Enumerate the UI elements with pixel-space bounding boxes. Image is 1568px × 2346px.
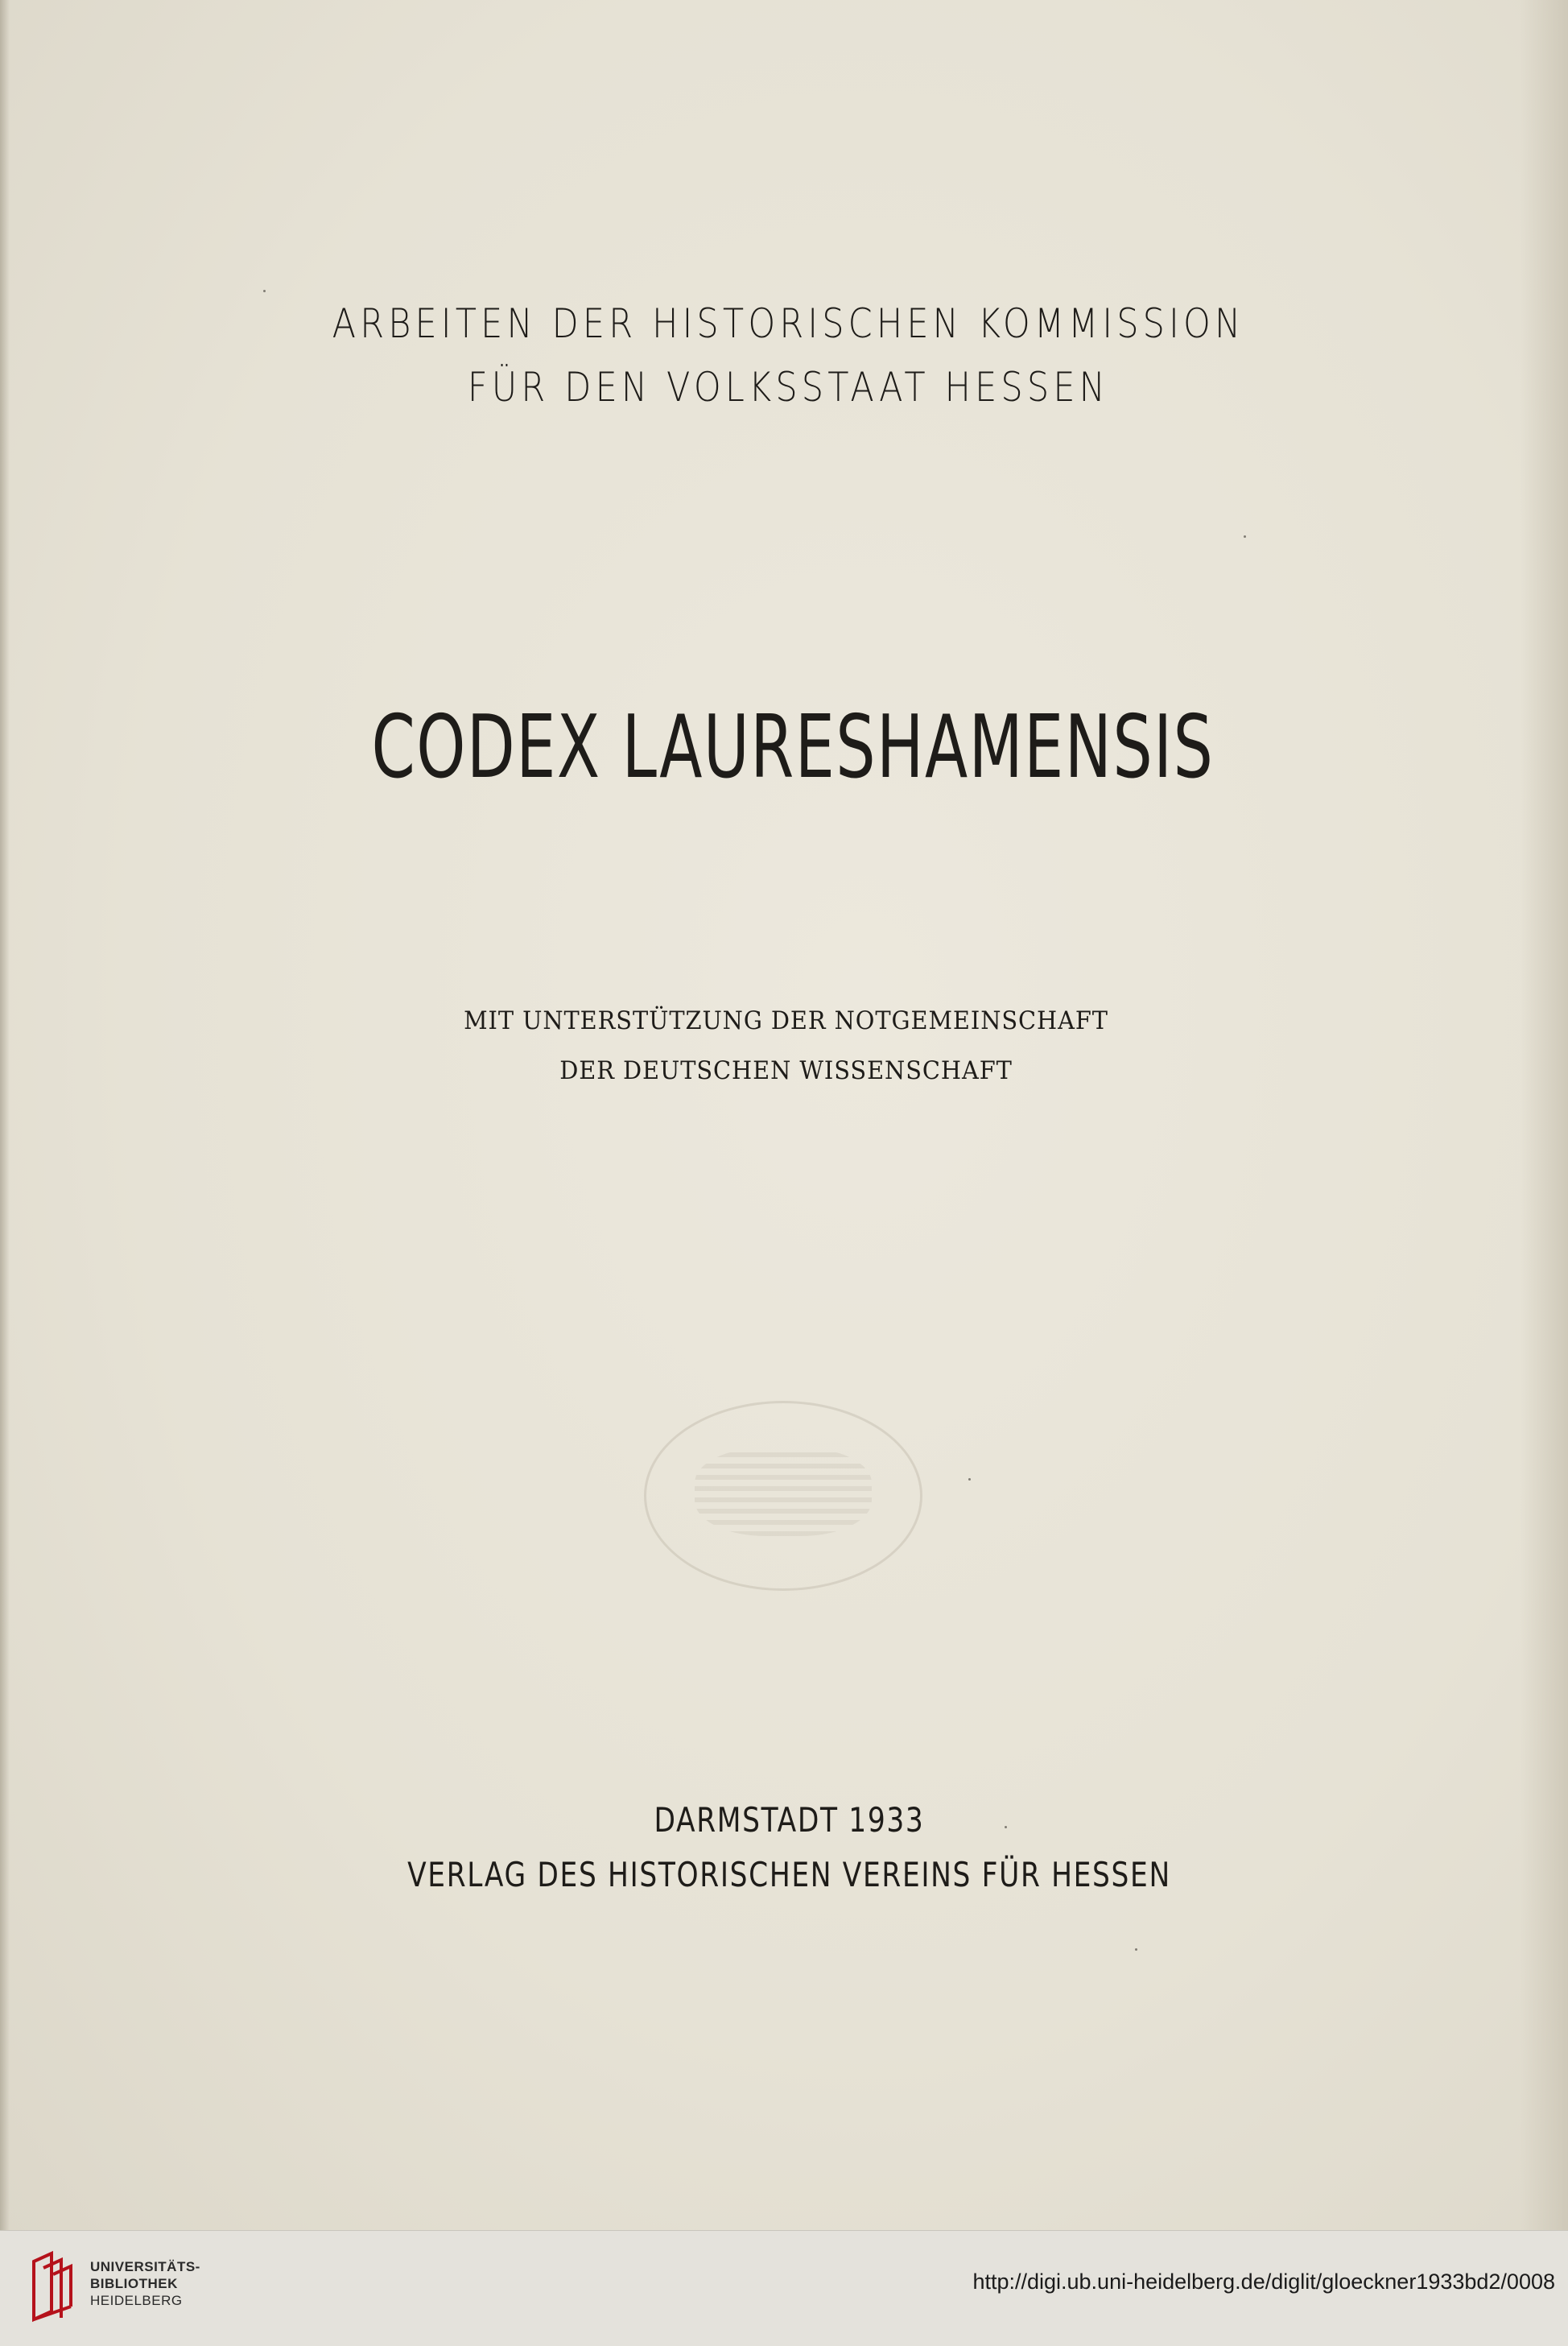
digitization-footer <box>0 2230 1568 2346</box>
logo-text-line-2: BIBLIOTHEK <box>90 2276 178 2291</box>
library-logo-text <box>90 2258 200 2309</box>
paper-speck <box>968 1478 971 1481</box>
paper-speck <box>1135 1948 1137 1951</box>
faded-stamp-text <box>695 1448 872 1536</box>
imprint-publisher: VERLAG DES HISTORISCHEN VEREINS FÜR HESSEN <box>407 1855 1171 1894</box>
faded-library-stamp <box>644 1401 922 1591</box>
series-title-line-2: FÜR DEN VOLKSSTAAT HESSEN <box>467 364 1110 411</box>
support-line-1: MIT UNTERSTÜTZUNG DER NOTGEMEINSCHAFT <box>464 1006 1108 1035</box>
series-title-line-1: ARBEITEN DER HISTORISCHEN KOMMISSION <box>332 300 1245 347</box>
paper-speck <box>1244 535 1246 538</box>
library-logo-icon <box>29 2250 82 2323</box>
logo-text-line-3: HEIDELBERG <box>90 2293 183 2308</box>
paper-speck <box>263 290 266 292</box>
main-title: CODEX LAURESHAMENSIS <box>371 697 1215 798</box>
permalink-url[interactable]: http://digi.ub.uni-heidelberg.de/diglit/gloeckner1933bd2/0008 <box>972 2270 1555 2294</box>
imprint-place-year: DARMSTADT 1933 <box>654 1800 925 1840</box>
logo-text-line-1: UNIVERSITÄTS- <box>90 2259 200 2274</box>
support-line-2: DER DEUTSCHEN WISSENSCHAFT <box>559 1056 1013 1085</box>
paper-speck <box>1005 1826 1007 1828</box>
page-edge-shadow-left <box>0 0 10 2230</box>
page-edge-shadow-right <box>1520 0 1568 2230</box>
